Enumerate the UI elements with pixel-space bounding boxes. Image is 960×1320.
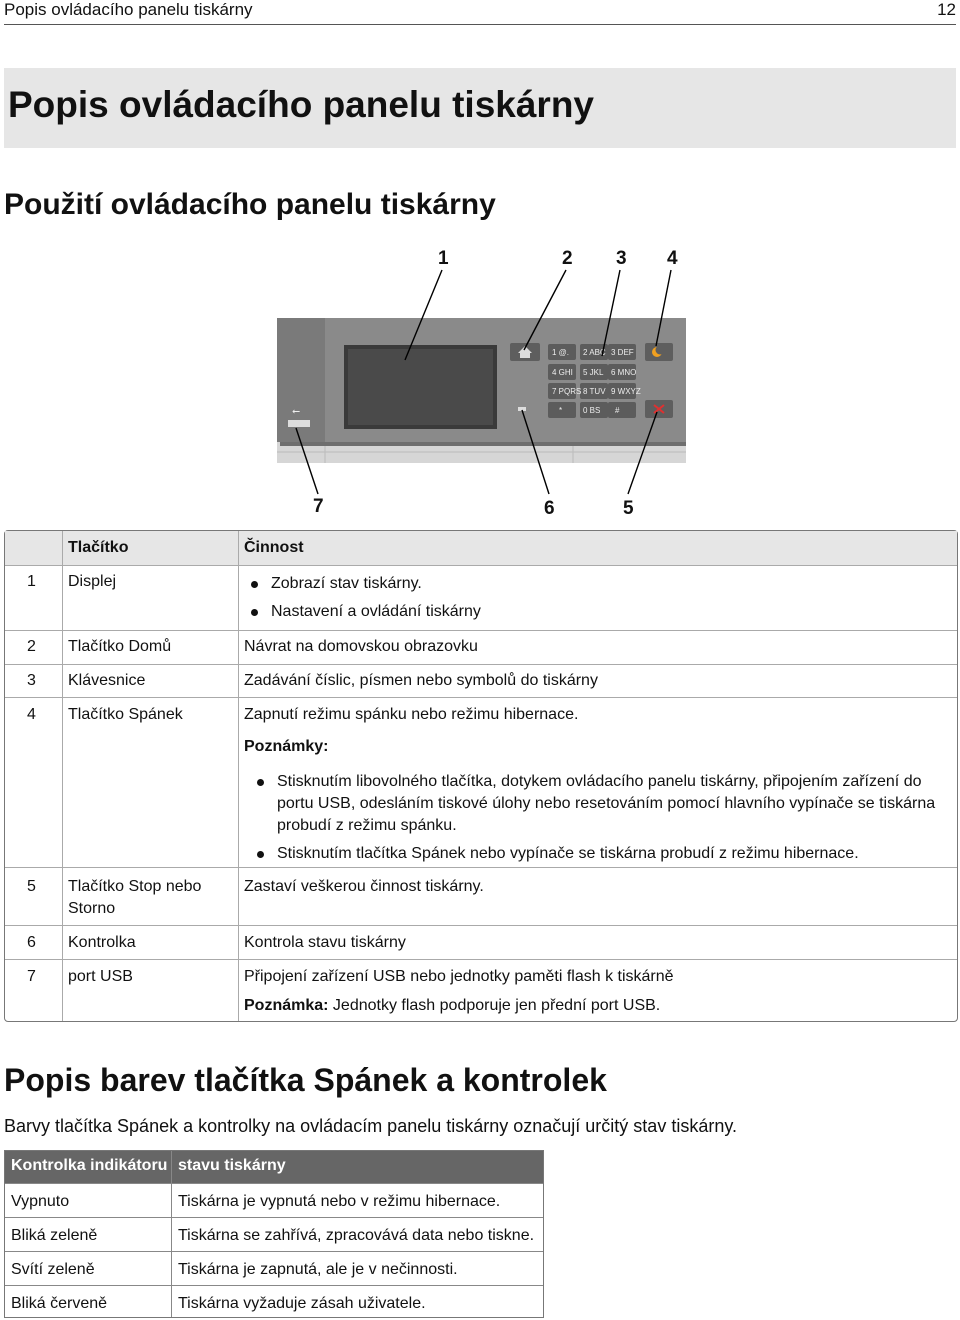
key-label-5: 5 JKL <box>583 368 604 377</box>
row-note <box>244 995 660 1017</box>
row-num: 2 <box>27 638 36 655</box>
callout-2: 2 <box>562 248 573 269</box>
callout-6: 6 <box>544 498 555 519</box>
row-action: Zadávání číslic, písmen nebo symbolů do tiskárny <box>244 672 598 689</box>
section-title-usage: Použití ovládacího panelu tiskárny <box>4 188 496 221</box>
row-action: Návrat na domovskou obrazovku <box>244 638 478 655</box>
indicator-cell: Bliká červeně <box>11 1295 108 1312</box>
header-indicator: Kontrolka indikátoru <box>11 1157 168 1174</box>
key-label-8: 8 TUV <box>583 387 606 396</box>
row-action: Kontrola stavu tiskárny <box>244 934 406 951</box>
key-label-star: * <box>559 406 563 415</box>
key-label-3: 3 DEF <box>611 348 634 357</box>
row-button: Tlačítko Stop nebo Storno <box>68 878 202 917</box>
callout-4: 4 <box>667 248 678 269</box>
buttons-table <box>4 530 958 1022</box>
row-button: Tlačítko Spánek <box>68 706 183 723</box>
key-label-1: 1 @. <box>552 348 570 357</box>
key-label-hash: # <box>615 406 620 415</box>
page-number: 12 <box>937 0 956 19</box>
status-cell: Tiskárna se zahřívá, zpracovává data nebo tiskne. <box>178 1227 535 1244</box>
status-cell: Tiskárna je zapnutá, ale je v nečinnosti. <box>178 1261 458 1278</box>
usb-icon: ⭠ <box>292 406 300 417</box>
section-title-colors: Popis barev tlačítka Spánek a kontrolek <box>4 1062 607 1098</box>
indicator-cell: Svítí zeleně <box>11 1261 95 1278</box>
key-label-6: 6 MNO <box>611 368 637 377</box>
row-num: 3 <box>27 672 36 689</box>
note-text: Jednotky flash podporuje jen přední port USB. <box>328 997 661 1014</box>
callout-1: 1 <box>438 248 449 269</box>
header-status: stavu tiskárny <box>178 1157 286 1174</box>
section-intro: Barvy tlačítka Spánek a kontrolky na ovládacím panelu tiskárny označují určitý stav tiskárny. <box>4 1116 737 1136</box>
usb-port <box>288 420 310 427</box>
row-num: 6 <box>27 934 36 951</box>
row-action: Zastaví veškerou činnost tiskárny. <box>244 878 484 895</box>
row-num: 5 <box>27 878 36 895</box>
row-button: port USB <box>68 968 133 985</box>
note-label: Poznámka: <box>244 997 329 1014</box>
status-cell: Tiskárna je vypnutá nebo v režimu hibernace. <box>178 1193 501 1210</box>
row-action: Zapnutí režimu spánku nebo režimu hibernace. <box>244 706 579 723</box>
indicator-cell: Bliká zeleně <box>11 1227 98 1244</box>
row-button: Tlačítko Domů <box>68 638 172 655</box>
row-bullet: Zobrazí stav tiskárny. <box>271 573 422 595</box>
note-bullet: Stisknutím tlačítka Spánek nebo vypínače se tiskárna probudí z režimu hibernace. <box>277 843 957 865</box>
key-label-2: 2 ABC <box>583 348 606 357</box>
callout-5: 5 <box>623 498 634 519</box>
callout-7: 7 <box>313 496 324 517</box>
page-title: Popis ovládacího panelu tiskárny <box>8 84 595 125</box>
key-label-9: 9 WXYZ <box>611 387 641 396</box>
indicator-colors-table <box>4 1150 544 1318</box>
key-label-7: 7 PQRS <box>552 387 582 396</box>
key-label-0: 0 BS <box>583 406 601 415</box>
row-num: 1 <box>27 573 36 590</box>
row-bullet: Nastavení a ovládání tiskárny <box>271 601 481 623</box>
notes-label: Poznámky: <box>244 738 329 755</box>
row-button: Displej <box>68 573 117 590</box>
header-action: Činnost <box>244 539 304 556</box>
status-cell: Tiskárna vyžaduje zásah uživatele. <box>178 1295 426 1312</box>
row-button: Kontrolka <box>68 934 136 951</box>
key-label-4: 4 GHI <box>552 368 573 377</box>
row-action: Připojení zařízení USB nebo jednotky paměti flash k tiskárně <box>244 968 674 985</box>
indicator-cell: Vypnuto <box>11 1193 70 1210</box>
callout-3: 3 <box>616 248 627 269</box>
header-button: Tlačítko <box>68 539 129 556</box>
row-num: 4 <box>27 706 36 723</box>
table-header <box>5 531 957 565</box>
header-title: Popis ovládacího panelu tiskárny <box>4 0 253 19</box>
control-panel-illustration <box>0 0 960 540</box>
row-button: Klávesnice <box>68 672 146 689</box>
note-bullet: Stisknutím libovolného tlačítka, dotykem ovládacího panelu tiskárny, připojením zařízení do portu USB, odesláním tiskové úlohy nebo resetováním pomocí hlavního vypínače se tiskárna probudí z režimu spánku. <box>277 771 957 837</box>
row-num: 7 <box>27 968 36 985</box>
